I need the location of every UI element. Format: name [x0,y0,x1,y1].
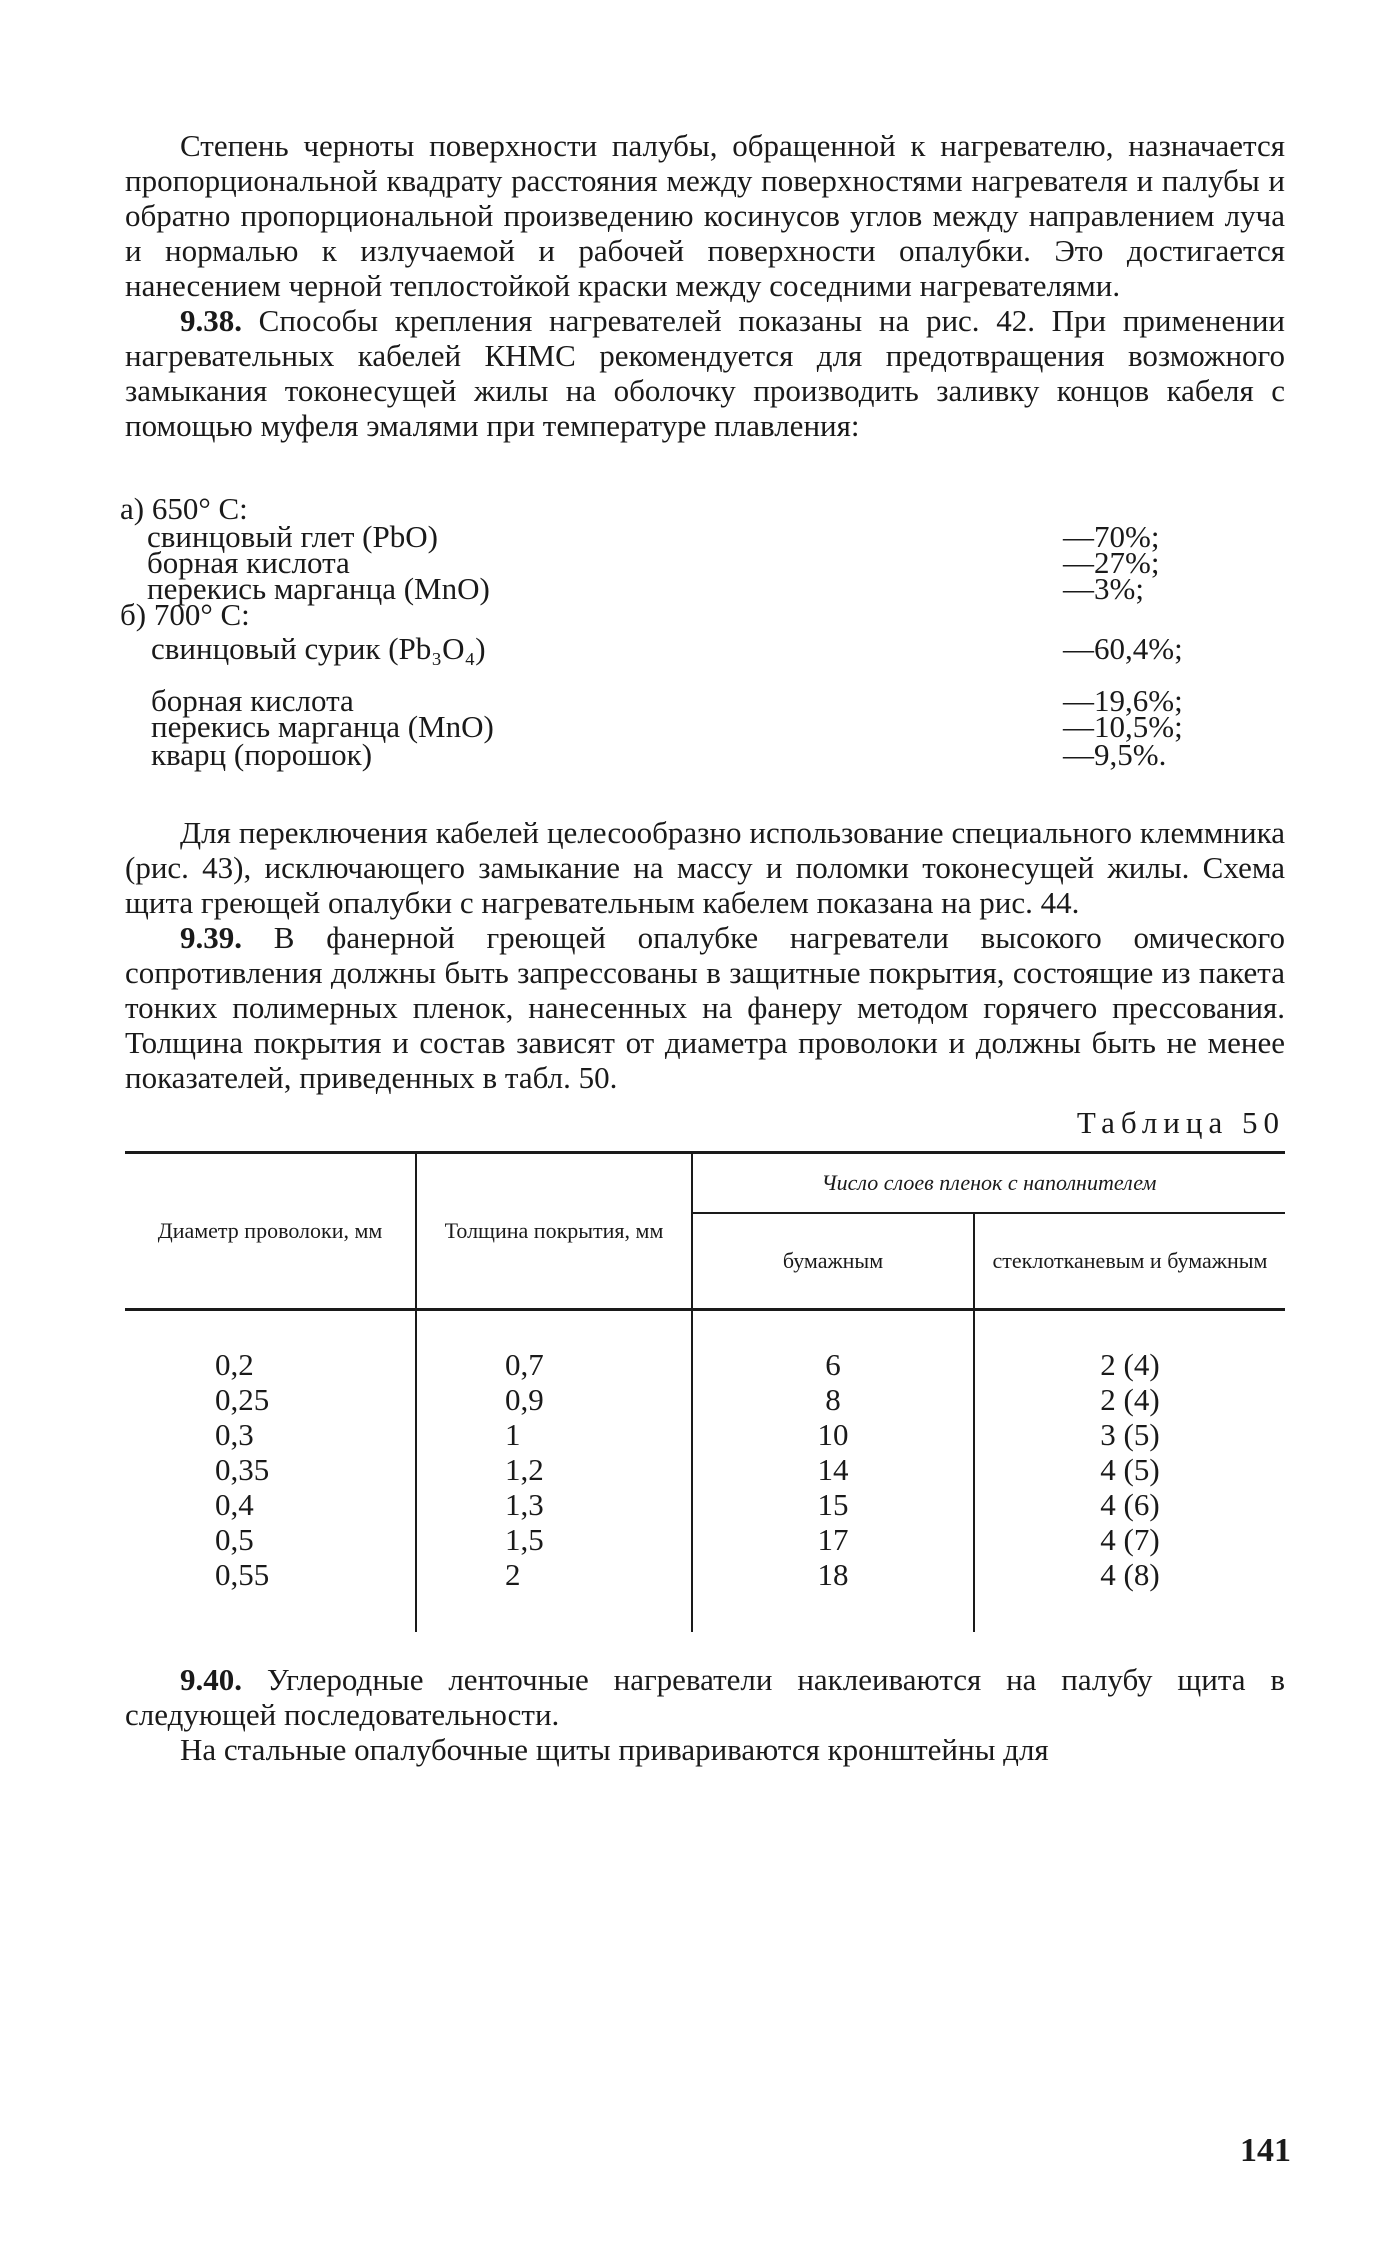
cell-glass-paper-layers: 4 (5) [974,1452,1285,1487]
header-thickness: Толщина покрытия, мм [416,1153,692,1310]
enamel-composition-list [120,491,1285,853]
composition-item-value: —19,6%; [1063,683,1183,718]
composition-item-value: —60,4%; [1063,631,1183,666]
paragraph-text: Углеродные ленточные нагреватели наклеиваются на палубу щита в следующей последовательности. [125,1662,1285,1732]
paragraph-9-39 [125,920,1285,1095]
table-row [125,1487,1285,1522]
cell-paper-layers: 8 [692,1382,974,1417]
table-row [125,1417,1285,1452]
cell-paper-layers: 14 [692,1452,974,1487]
section-number: 9.38. [180,303,242,338]
composition-item-value: —10,5%; [1063,709,1183,744]
composition-item-name: свинцовый глет (PbO) [147,519,438,554]
cell-thickness: 2 [416,1557,692,1632]
cell-glass-paper-layers: 4 (7) [974,1522,1285,1557]
composition-item-value: —3%; [1063,571,1144,606]
header-glass-paper: стеклотканевым и бумажным [974,1213,1285,1310]
composition-item-name: перекись марганца (MnO) [151,709,494,744]
paragraph-text: Способы крепления нагревателей показаны на рис. 42. При применении нагревательных кабелей КНМС рекомендуется для предотвращения возможного замыкания токонесущей жилы на оболочку производить заливку концов кабеля с помощью муфеля эмалями при температуре плавления: [125,303,1285,443]
cell-thickness: 1 [416,1417,692,1452]
composition-a-heading: а) 650° С: [120,491,248,526]
table-row [125,1557,1285,1632]
cell-diameter: 0,3 [215,1417,254,1452]
composition-item-name: борная кислота [147,545,350,580]
paragraph-text: В фанерной греющей опалубке нагреватели высокого омического сопротивления должны быть запрессованы в защитные покрытия, состоящие из пакета тонких полимерных пленок, нанесенных на фанеру методом горячего прессования. Толщина покрытия и состав зависят от диаметра проволоки и должны быть не менее показателей, приведенных в табл. 50. [125,920,1285,1095]
cell-paper-layers: 6 [692,1310,974,1383]
composition-item-name: перекись марганца (MnO) [147,571,490,606]
header-layers-group: Число слоев пленок с наполнителем [692,1153,1285,1214]
cell-glass-paper-layers: 2 (4) [974,1382,1285,1417]
cell-glass-paper-layers: 4 (6) [974,1487,1285,1522]
cell-thickness: 1,3 [416,1487,692,1522]
cell-thickness: 1,2 [416,1452,692,1487]
paragraph-9-38 [125,303,1285,443]
cell-diameter: 0,5 [215,1522,254,1557]
table-row [125,1522,1285,1557]
paragraph-steel-shields: На стальные опалубочные щиты привариваются кронштейны для [180,1732,1049,1767]
composition-item-name: борная кислота [151,683,354,718]
cell-paper-layers: 15 [692,1487,974,1522]
page-number: 141 [1240,2132,1291,2169]
cell-paper-layers: 10 [692,1417,974,1452]
table-caption: Таблица 50 [1076,1105,1285,1140]
header-paper: бумажным [692,1213,974,1310]
table-row [125,1382,1285,1417]
cell-glass-paper-layers: 2 (4) [974,1310,1285,1383]
section-number: 9.39. [180,920,242,955]
cell-diameter: 0,4 [215,1487,254,1522]
cell-thickness: 0,9 [416,1382,692,1417]
cell-thickness: 1,5 [416,1522,692,1557]
cell-diameter: 0,55 [215,1557,270,1592]
cell-diameter: 0,25 [215,1382,270,1417]
table-50 [125,1151,1285,1632]
composition-item-value: —9,5%. [1063,737,1167,772]
table-row [125,1452,1285,1487]
composition-item-value: —27%; [1063,545,1160,580]
paragraph-blackness: Степень черноты поверхности палубы, обращенной к нагревателю, назначается пропорциональной квадрату расстояния между поверхностями нагревателя и палубы и обратно пропорциональной произведению косинусов углов между направлением луча и нормалью к излучаемой и рабочей поверхности опалубки. Это достигается нанесением черной теплостойкой краски между соседними нагревателями. [125,128,1285,303]
cell-paper-layers: 17 [692,1522,974,1557]
paragraph-switching: Для переключения кабелей целесообразно использование специального клеммника (рис. 43), исключающего замыкание на массу и поломки токонесущей жилы. Схема щита греющей опалубки с нагревательным кабелем показана на рис. 44. [125,815,1285,920]
composition-item-value: —70%; [1063,519,1160,554]
page-content [120,128,1285,1767]
composition-item-name: свинцовый сурик (Pb₃O₄) [151,631,486,666]
header-diameter: Диаметр проволоки, мм [125,1153,416,1310]
paragraph-9-40 [125,1662,1285,1732]
cell-diameter: 0,35 [215,1452,270,1487]
table-row [125,1310,1285,1383]
composition-b-heading: б) 700° С: [120,597,250,632]
cell-thickness: 0,7 [416,1310,692,1383]
cell-glass-paper-layers: 3 (5) [974,1417,1285,1452]
cell-diameter: 0,2 [215,1347,254,1382]
section-number: 9.40. [180,1662,242,1697]
cell-glass-paper-layers: 4 (8) [974,1557,1285,1632]
composition-item-name: кварц (порошок) [151,737,373,772]
cell-paper-layers: 18 [692,1557,974,1632]
